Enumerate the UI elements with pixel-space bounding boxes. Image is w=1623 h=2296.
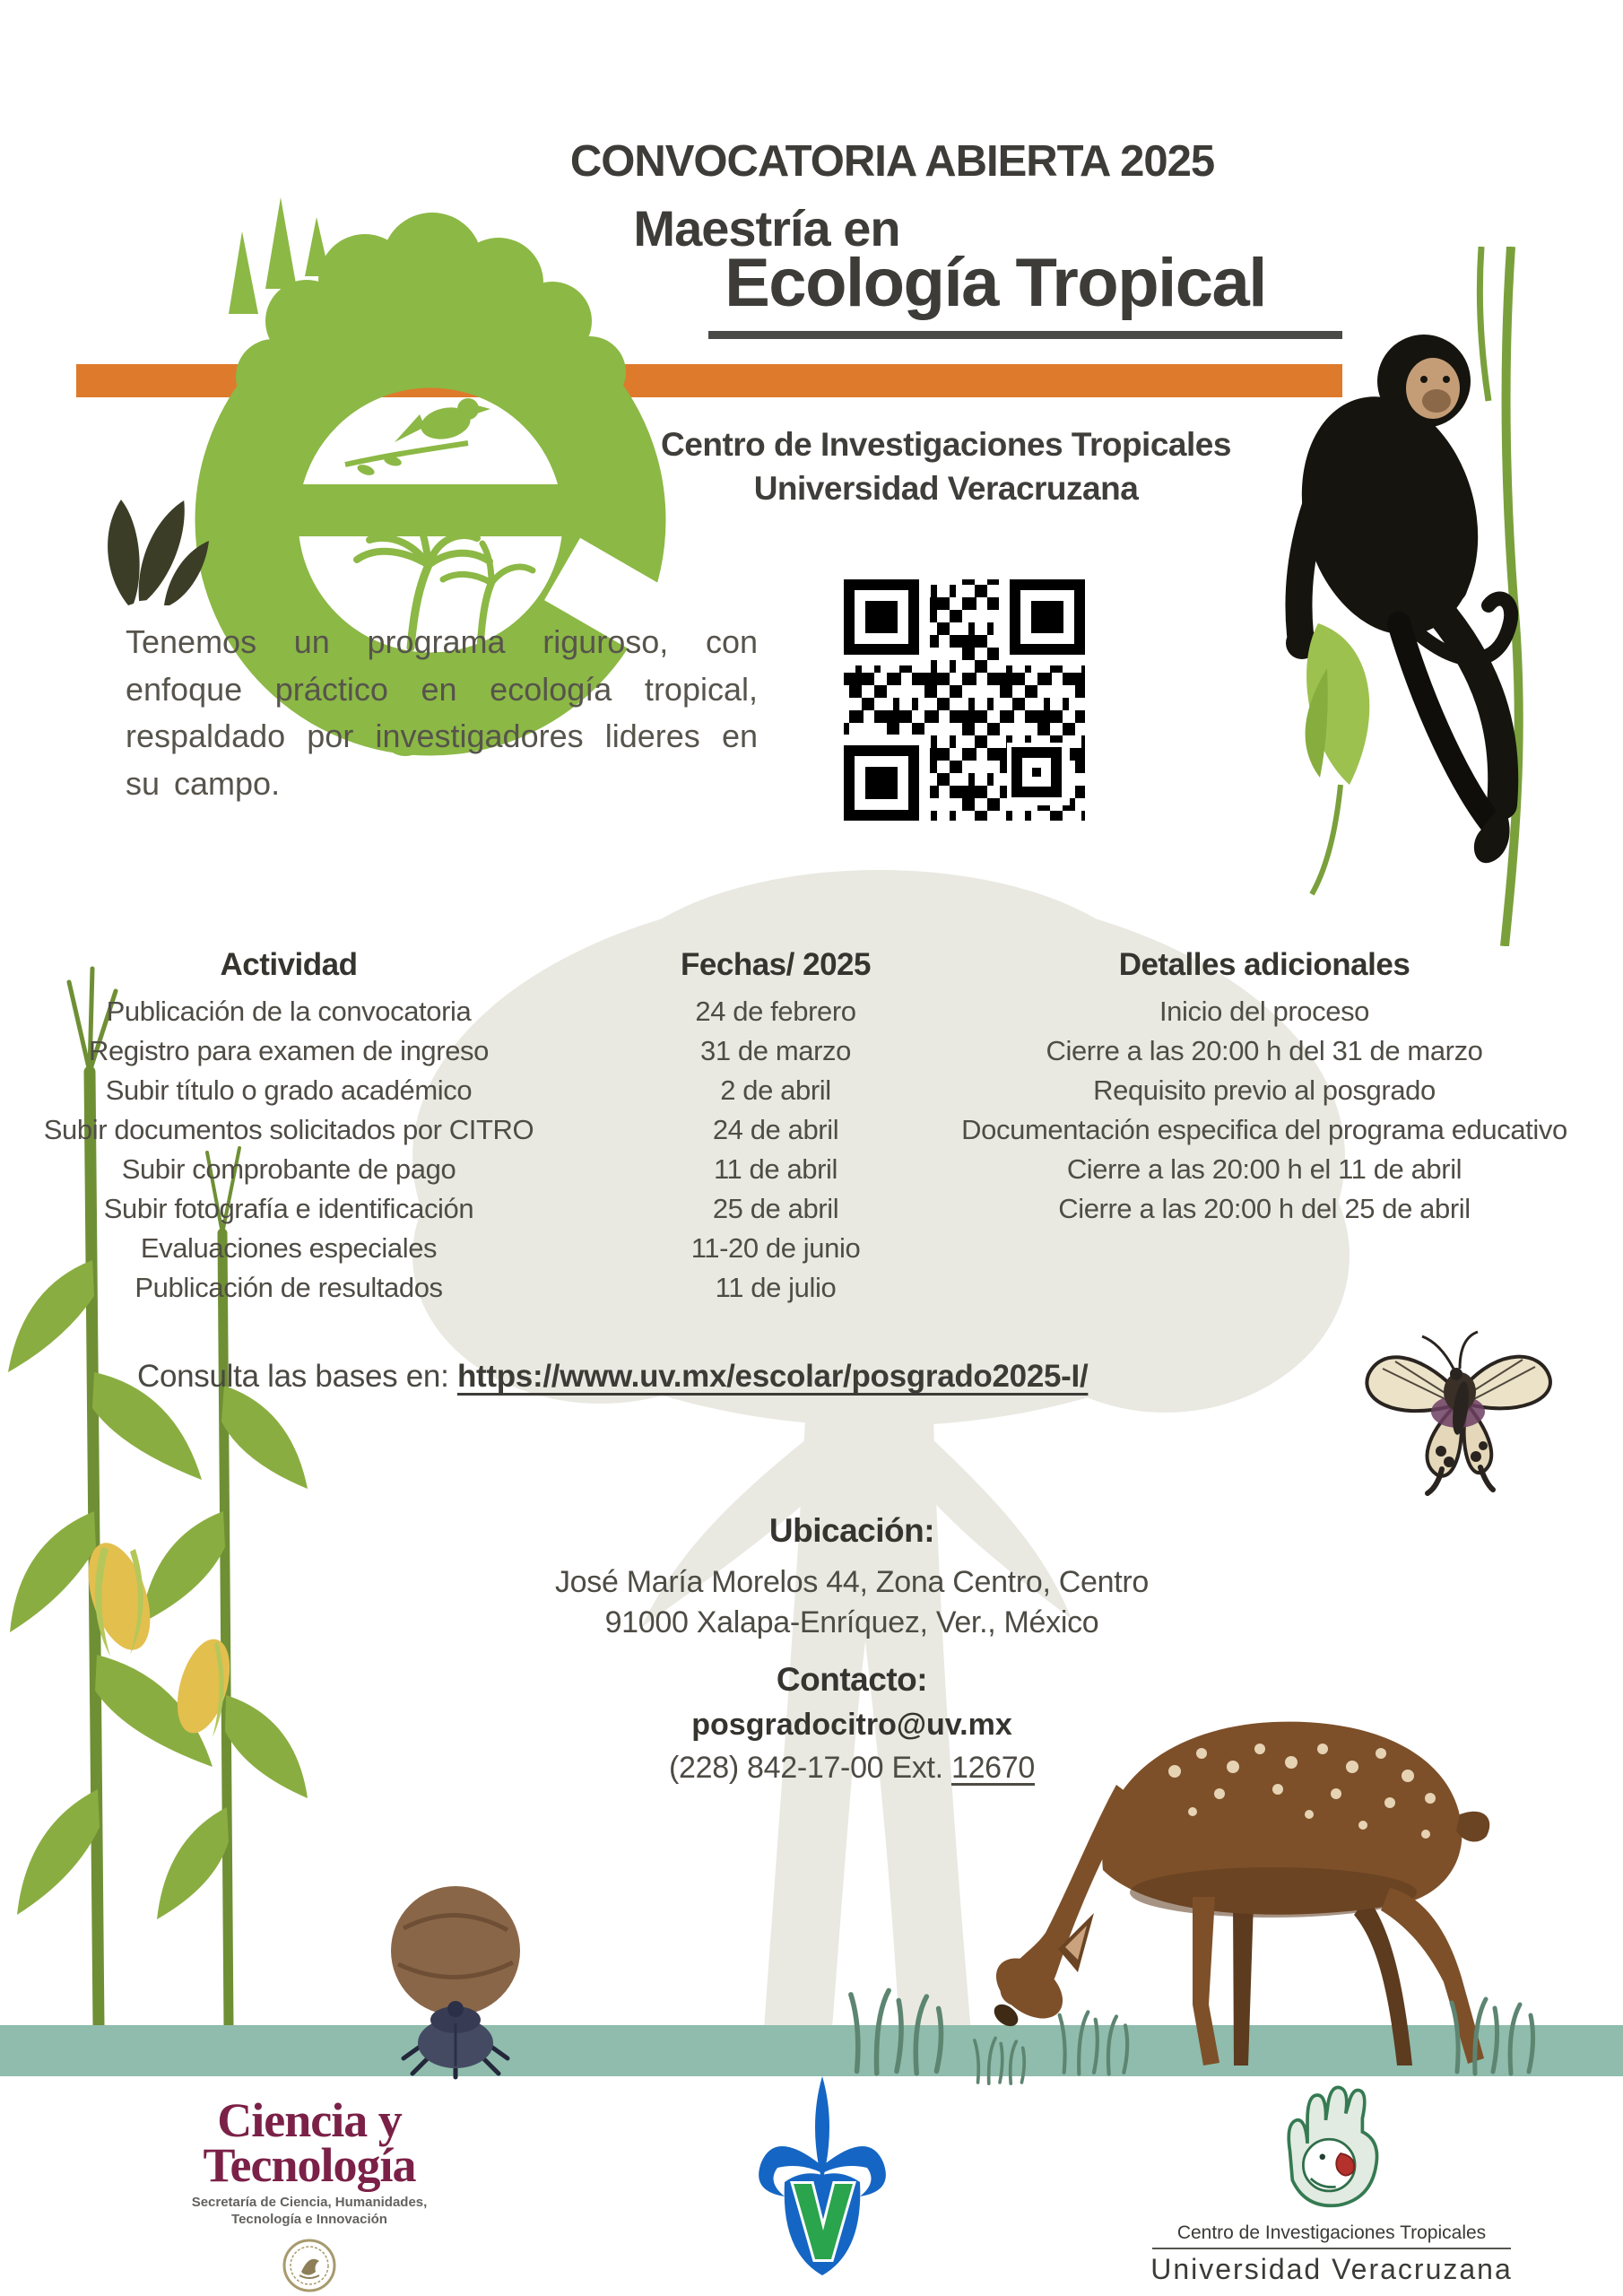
- institution-line2: Universidad Veracruzana: [753, 469, 1139, 507]
- table-row: 25 de abril: [712, 1193, 839, 1224]
- intro-paragraph: Tenemos un programa riguroso, con enfoque práctico en ecología tropical, respaldado por investigadores lideres en su campo.: [126, 623, 758, 802]
- citro-divider: [1152, 2248, 1511, 2249]
- column-header-actividad: Actividad: [220, 947, 358, 982]
- table-row: 24 de abril: [712, 1114, 839, 1145]
- institution-block: [628, 423, 1264, 511]
- secihti-name-line2: Tecnología: [203, 2137, 416, 2192]
- table-row: Publicación de la convocatoria: [106, 996, 472, 1027]
- citro-hand-parrot-icon: [1264, 2072, 1399, 2213]
- table-row: Cierre a las 20:00 h el 11 de abril: [1066, 1153, 1462, 1185]
- grass-icon: [1426, 1996, 1560, 2076]
- secihti-name-line1: Ciencia y: [217, 2093, 402, 2147]
- citro-line1: Centro de Investigaciones Tropicales: [1176, 2222, 1487, 2243]
- secihti-logo: [117, 2093, 502, 2293]
- schedule-column-fechas: [641, 947, 910, 1308]
- table-row: Cierre a las 20:00 h del 25 de abril: [1058, 1193, 1471, 1224]
- table-row: [946, 1268, 1583, 1308]
- qr-code: [837, 572, 1092, 828]
- table-row: 31 de marzo: [700, 1035, 851, 1066]
- location-line2: 91000 Xalapa-Enríquez, Ver., México: [604, 1605, 1099, 1639]
- leaves-icon: [94, 489, 229, 610]
- table-row: Cierre a las 20:00 h del 31 de marzo: [1046, 1035, 1483, 1066]
- secihti-sub-line2: Tecnología e Innovación: [231, 2212, 387, 2228]
- table-row: [946, 1229, 1583, 1268]
- mexican-seal-icon: [282, 2238, 337, 2293]
- program-prefix: Maestría en: [633, 200, 900, 257]
- contact-extension: 12670: [950, 1751, 1036, 1785]
- table-row: Subir comprobante de pago: [121, 1153, 456, 1185]
- butterfly-illustration: [1356, 1326, 1567, 1500]
- bird-icon: [345, 398, 490, 477]
- title-underline: [708, 331, 1342, 339]
- contact-phone: (228) 842-17-00 Ext.: [668, 1751, 951, 1785]
- program-name: Ecología Tropical: [725, 245, 1266, 321]
- bases-link[interactable]: https://www.uv.mx/escolar/posgrado2025-I/: [456, 1359, 1089, 1394]
- contact-title: Contacto:: [776, 1661, 928, 1698]
- table-row: 11 de abril: [713, 1153, 838, 1185]
- dung-beetle-illustration: [377, 1866, 534, 2081]
- table-row: 11 de julio: [715, 1272, 837, 1303]
- citro-line2: Universidad Veracruzana: [1150, 2253, 1513, 2285]
- table-row: Subir fotografía e identificación: [103, 1193, 474, 1224]
- table-row: Requisito previo al posgrado: [1093, 1074, 1436, 1106]
- uv-logo: [749, 2076, 897, 2296]
- column-header-fechas: Fechas/ 2025: [681, 947, 871, 982]
- table-row: Inicio del proceso: [1159, 996, 1370, 1027]
- table-row: Documentación especifica del programa educativo: [961, 1114, 1567, 1145]
- grass-icon: [946, 2036, 1054, 2085]
- contact-email: posgradocitro@uv.mx: [691, 1708, 1012, 1742]
- table-row: Registro para examen de ingreso: [89, 1035, 489, 1066]
- bases-label: Consulta las bases en:: [137, 1359, 457, 1394]
- institution-line1: Centro de Investigaciones Tropicales: [661, 426, 1231, 463]
- location-title: Ubicación:: [768, 1512, 935, 1549]
- schedule-column-detalles: [946, 947, 1583, 1308]
- location-line1: José María Morelos 44, Zona Centro, Centro: [554, 1565, 1150, 1599]
- table-row: Subir documentos solicitados por CITRO: [43, 1114, 534, 1145]
- column-header-detalles: Detalles adicionales: [1118, 947, 1410, 982]
- table-row: Subir título o grado académico: [105, 1074, 473, 1106]
- citro-logo: [1125, 2072, 1538, 2286]
- table-row: 2 de abril: [720, 1074, 831, 1106]
- table-row: Evaluaciones especiales: [140, 1232, 438, 1264]
- bases-line: [137, 1359, 1088, 1395]
- spider-monkey-illustration: [1193, 247, 1578, 946]
- table-row: 11-20 de junio: [690, 1232, 861, 1264]
- table-row: 24 de febrero: [695, 996, 856, 1027]
- secihti-sub-line1: Secretaría de Ciencia, Humanidades,: [191, 2195, 428, 2211]
- schedule-column-actividad: [20, 947, 558, 1308]
- table-row: Publicación de resultados: [135, 1272, 443, 1303]
- call-title: CONVOCATORIA ABIERTA 2025: [569, 137, 1215, 186]
